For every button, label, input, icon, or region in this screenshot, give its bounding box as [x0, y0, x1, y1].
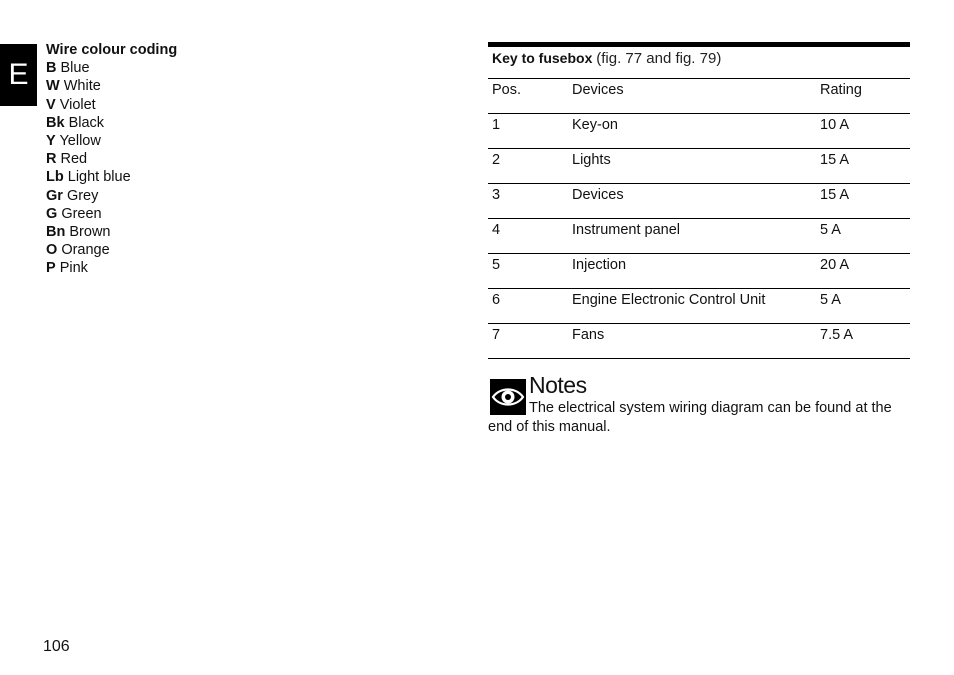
cell-rating: 7.5 A: [820, 327, 854, 343]
legend-item: [46, 187, 346, 205]
legend-item: [46, 59, 346, 77]
cell-rating: 5 A: [820, 292, 841, 308]
legend-item: [46, 132, 346, 150]
cell-device: Devices: [572, 187, 624, 203]
cell-pos: 1: [492, 117, 501, 133]
cell-rating: 15 A: [820, 187, 850, 203]
cell-device: Engine Electronic Control Unit: [572, 292, 766, 308]
legend-code: Y: [46, 133, 56, 150]
legend-code: Bk: [46, 114, 65, 131]
legend-colour: Grey: [66, 187, 99, 204]
fusebox-table: [488, 42, 910, 359]
legend-code: Gr: [46, 187, 63, 204]
cell-device: Key-on: [572, 117, 618, 133]
cell-pos: 3: [492, 187, 501, 203]
legend-item: [46, 77, 346, 95]
cell-rating: 5 A: [820, 222, 841, 238]
legend-code: W: [46, 78, 60, 95]
table-header-row: [488, 79, 910, 114]
cell-pos: 7: [492, 327, 501, 343]
page-number: 106: [43, 638, 70, 655]
legend-colour: Pink: [59, 260, 88, 277]
legend-code: R: [46, 151, 57, 168]
column-header-devices: Devices: [572, 82, 624, 98]
cell-pos: 2: [492, 152, 501, 168]
wire-colour-legend: [46, 41, 346, 278]
cell-pos: 5: [492, 257, 501, 273]
legend-colour: White: [63, 78, 101, 95]
table-row: [488, 219, 910, 254]
cell-device: Lights: [572, 152, 611, 168]
table-row: [488, 184, 910, 219]
cell-rating: 10 A: [820, 117, 850, 133]
legend-item: [46, 223, 346, 241]
legend-code: V: [46, 96, 56, 113]
cell-rating: 20 A: [820, 257, 850, 273]
fusebox-title: Key to fusebox: [492, 50, 593, 66]
legend-code: Lb: [46, 169, 64, 186]
legend-colour: Light blue: [67, 169, 131, 186]
cell-rating: 15 A: [820, 152, 850, 168]
table-row: [488, 254, 910, 289]
legend-item: [46, 168, 346, 186]
notes-text: The electrical system wiring diagram can be found at the end of this manual.: [488, 400, 892, 435]
legend-code: Bn: [46, 224, 66, 241]
legend-colour: Brown: [69, 224, 111, 241]
legend-colour: Green: [61, 205, 102, 222]
table-row: [488, 114, 910, 149]
cell-pos: 4: [492, 222, 501, 238]
legend-item: [46, 150, 346, 168]
legend-title: Wire colour coding: [46, 42, 178, 58]
legend-colour: Black: [68, 114, 105, 131]
legend-code: O: [46, 242, 58, 259]
legend-colour: Red: [60, 151, 88, 168]
fusebox-figure-reference: (fig. 77 and fig. 79): [596, 50, 722, 67]
legend-colour: Yellow: [59, 133, 101, 150]
section-tab: E: [0, 44, 37, 106]
fusebox-table-title: [488, 47, 910, 79]
notes-heading: Notes: [529, 372, 587, 398]
legend-colour: Blue: [60, 60, 90, 77]
legend-item: [46, 205, 346, 223]
table-row: [488, 149, 910, 184]
legend-item: [46, 259, 346, 277]
column-header-rating: Rating: [820, 82, 862, 98]
column-header-pos: Pos.: [492, 82, 522, 98]
legend-item: [46, 114, 346, 132]
cell-device: Injection: [572, 257, 627, 273]
legend-colour: Orange: [61, 242, 110, 259]
legend-item: [46, 96, 346, 114]
cell-device: Fans: [572, 327, 605, 343]
table-row: [488, 289, 910, 324]
cell-device: Instrument panel: [572, 222, 681, 238]
legend-code: G: [46, 205, 58, 222]
table-row: [488, 324, 910, 359]
legend-code: B: [46, 60, 57, 77]
legend-item: [46, 241, 346, 259]
legend-colour: Violet: [59, 96, 96, 113]
legend-code: P: [46, 260, 56, 277]
cell-pos: 6: [492, 292, 501, 308]
